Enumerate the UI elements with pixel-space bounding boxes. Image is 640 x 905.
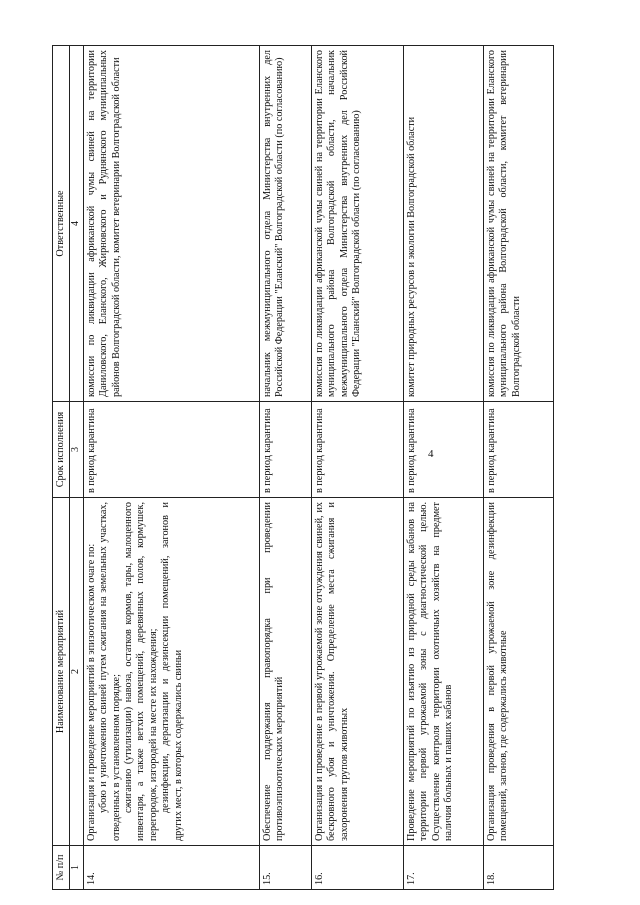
measures-table (52, 45, 554, 890)
row-name (259, 498, 311, 846)
row-name (83, 498, 259, 846)
row-num: 18. (483, 846, 553, 890)
rotated-document-page (52, 45, 587, 890)
table-row (483, 46, 553, 890)
col-number-4: 4 (70, 46, 83, 402)
table-row (311, 46, 403, 890)
row-term: в период карантина (403, 402, 483, 498)
row-name-line: сжиганию (утилизации) навоза, остатков кормов, тары, малоценного инвентаря, а также ветхих помещений, деревянных полов, кормушек, перегородок, изгородей на месте их нахождения; (122, 502, 159, 841)
header-num: № п/п (53, 846, 70, 890)
row-term: в период карантина (259, 402, 311, 498)
row-num: 16. (311, 846, 403, 890)
table-row (83, 46, 259, 890)
row-name (403, 498, 483, 846)
table-row (259, 46, 311, 890)
table-row (403, 46, 483, 890)
row-name-line: Организация проведения в первой угрожаемой зоне дезинфекции помещений, загонов, где содержались животные (485, 502, 510, 841)
row-name-line: дезинфекции, дератизации и дезинсекции помещений, загонов и других мест, в которых содержались свиньи (160, 502, 184, 841)
header-name: Наименование мероприятий (53, 498, 70, 846)
row-name-line: Проведение мероприятий по изъятию из природной среды кабанов на территории первой угрожаемой зоны с диагностической целью. Осуществление контроля территории охотничьих хозяйств на предмет наличия больных и павших кабанов (405, 502, 454, 841)
row-resp: комитет природных ресурсов и экологии Волгоградской области (403, 46, 483, 402)
row-name-line: убою и уничтожению свиней путем сжигания на земельных участках, отведенных в установленном порядке; (98, 502, 122, 841)
row-name-line: Организация и проведение мероприятий в эпизоотическом очаге по: (85, 543, 97, 841)
header-resp: Ответственные (53, 46, 70, 402)
col-number-1: 1 (70, 846, 83, 890)
row-num: 17. (403, 846, 483, 890)
row-name (311, 498, 403, 846)
row-name-line: Обеспечение поддержания правопорядка при проведении противоэпизоотических мероприятий (261, 502, 286, 841)
row-resp: начальник межмуниципального отдела Министерства внутренних дел Российской Федерации "Еланский" Волгоградской области (по согласованию) (259, 46, 311, 402)
row-term: в период карантина (483, 402, 553, 498)
row-name-line: Организация и проведение в первой угрожаемой зоне отчуждения свиней, их бескровного убоя и уничтожения. Определение места сжигания и захоронения трупов животных (313, 502, 350, 841)
row-resp: комиссия по ликвидации африканской чумы свиней на территории Еланского муниципального района Волгоградской области, комитет ветеринарии Волгоградской области (483, 46, 553, 402)
page-number: 4 (428, 448, 434, 460)
col-number-3: 3 (70, 402, 83, 498)
row-term: в период карантина (311, 402, 403, 498)
row-term: в период карантина (83, 402, 259, 498)
col-number-2: 2 (70, 498, 83, 846)
row-num: 14. (83, 846, 259, 890)
row-resp: комиссия по ликвидации африканской чумы свиней на территории Еланского муниципального района Волгоградской области, начальник межмуниципального отдела Министерства внутренних дел Российской Федерации "Еланский" Волгоградской области (по согласованию) (311, 46, 403, 402)
row-num: 15. (259, 846, 311, 890)
row-name (483, 498, 553, 846)
header-term: Срок исполнения (53, 402, 70, 498)
row-resp: комиссии по ликвидации африканской чумы свиней на территории Даниловского, Еланского, Жирновского и Руднянского муниципальных районов Волгоградской области, комитет ветеринарии Волгоградской области (83, 46, 259, 402)
